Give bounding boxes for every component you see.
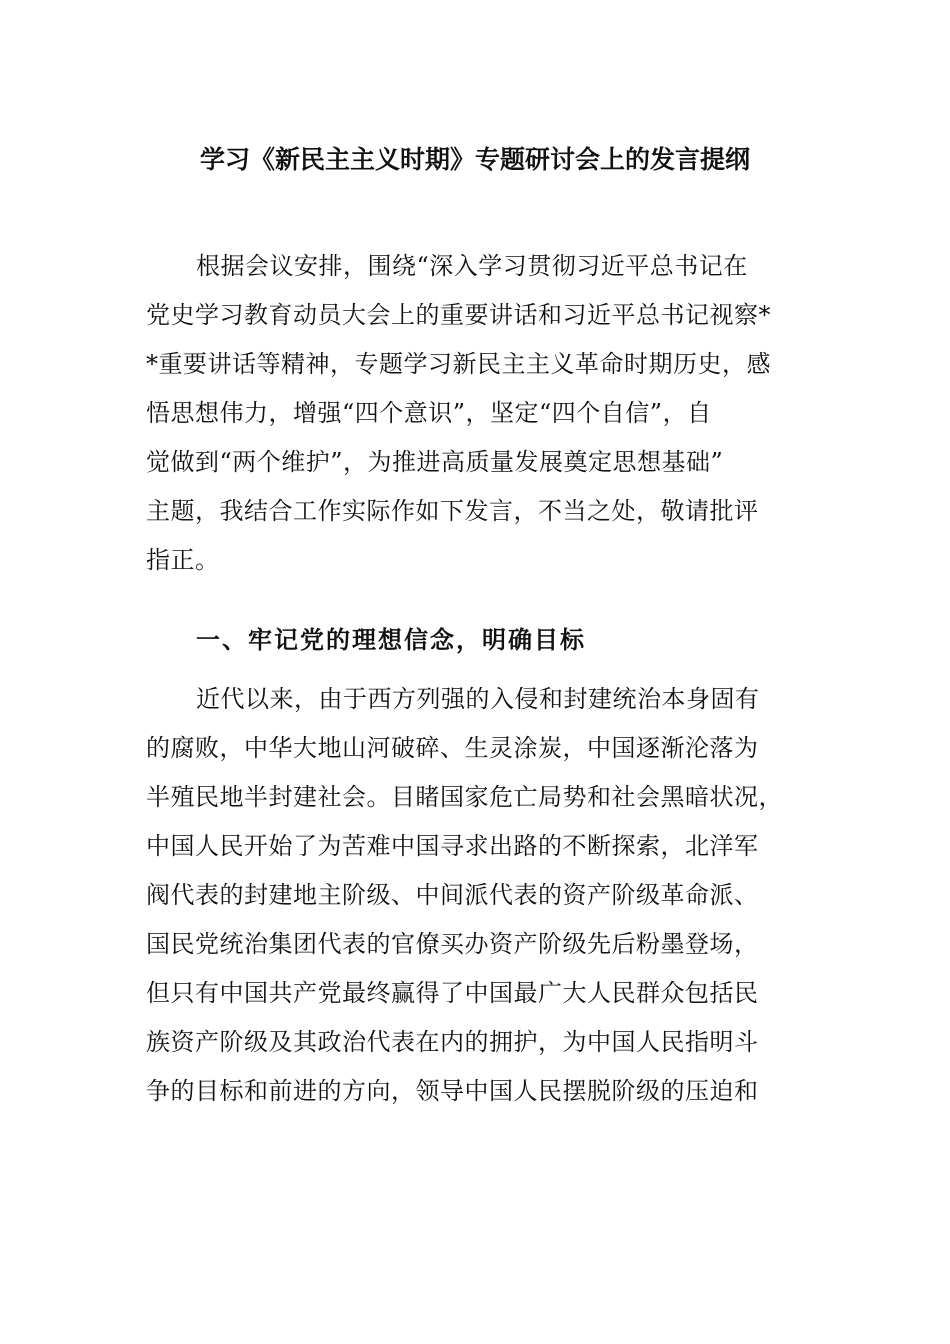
paragraph-line: 指正。 xyxy=(146,546,220,574)
paragraph-line: *重要讲话等精神，专题学习新民主主义革命时期历史，感 xyxy=(146,350,771,378)
paragraph-line: 党史学习教育动员大会上的重要讲话和习近平总书记视察* xyxy=(146,301,771,329)
paragraph-line: 根据会议安排，围绕“深入学习贯彻习近平总书记在 xyxy=(196,252,748,280)
section-heading: 一、牢记党的理想信念，明确目标 xyxy=(196,625,586,654)
paragraph-line: 主题，我结合工作实际作如下发言，不当之处，敬请批评 xyxy=(146,497,759,525)
paragraph-line: 但只有中国共产党最终赢得了中国最广大人民群众包括民 xyxy=(146,979,759,1007)
intro-paragraph xyxy=(146,242,806,585)
paragraph-line: 近代以来，由于西方列强的入侵和封建统治本身固有 xyxy=(196,685,760,713)
paragraph-line: 半殖民地半封建社会。目睹国家危亡局势和社会黑暗状况， xyxy=(146,783,783,811)
paragraph-line: 中国人民开始了为苦难中国寻求出路的不断探索，北洋军 xyxy=(146,832,759,860)
paragraph-line: 国民党统治集团代表的官僚买办资产阶级先后粉墨登场， xyxy=(146,930,759,958)
paragraph-line: 悟思想伟力，增强“四个意识”，坚定“四个自信”，自 xyxy=(146,399,712,427)
document-title: 学习《新民主主义时期》专题研讨会上的发言提纲 xyxy=(199,145,750,174)
paragraph-line: 觉做到“两个维护”，为推进高质量发展奠定思想基础” xyxy=(146,448,724,476)
paragraph-line: 争的目标和前进的方向，领导中国人民摆脱阶级的压迫和 xyxy=(146,1077,759,1105)
section-heading-block xyxy=(146,615,806,664)
paragraph-line: 族资产阶级及其政治代表在内的拥护，为中国人民指明斗 xyxy=(146,1028,759,1056)
paragraph-line: 的腐败，中华大地山河破碎、生灵涂炭，中国逐渐沦落为 xyxy=(146,734,759,762)
section-1-paragraph xyxy=(146,675,806,1116)
paragraph-line: 阀代表的封建地主阶级、中间派代表的资产阶级革命派、 xyxy=(146,881,759,909)
